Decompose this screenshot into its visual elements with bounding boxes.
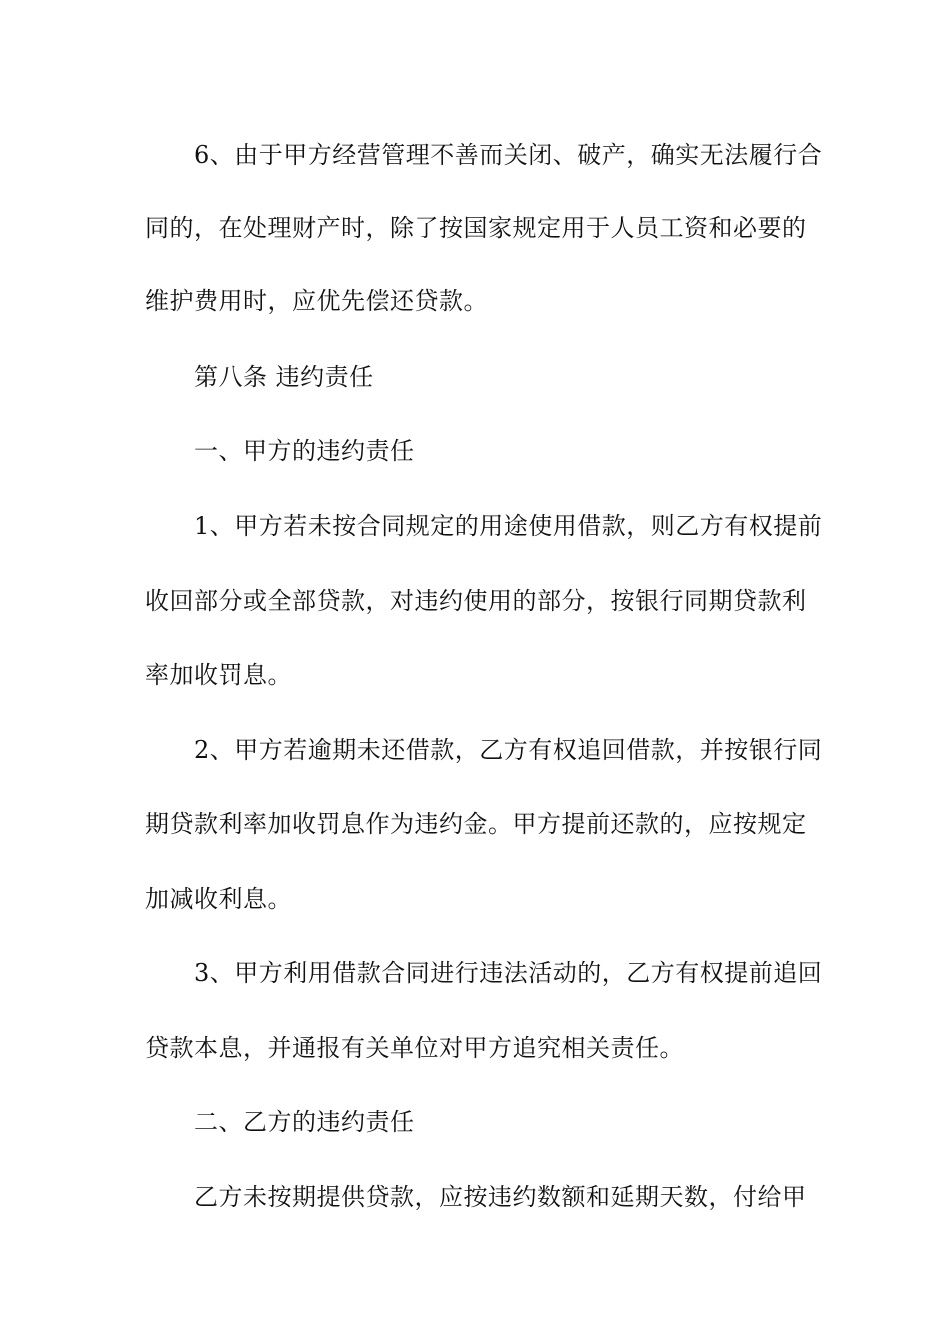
section-heading: 第八条 违约责任	[194, 363, 374, 391]
text-line: 3、甲方利用借款合同进行违法活动的，乙方有权提前追回	[194, 959, 823, 987]
text-line: 率加收罚息。	[145, 661, 292, 689]
text-line: 6、由于甲方经营管理不善而关闭、破产，确实无法履行合	[194, 141, 823, 169]
text-line: 加减收利息。	[145, 885, 292, 913]
text-line: 维护费用时，应优先偿还贷款。	[145, 287, 488, 315]
text-line: 乙方未按期提供贷款，应按违约数额和延期天数，付给甲	[194, 1183, 807, 1211]
subsection-heading: 二、乙方的违约责任	[194, 1108, 415, 1136]
text-line: 1、甲方若未按合同规定的用途使用借款，则乙方有权提前	[194, 512, 823, 540]
subsection-heading: 一、甲方的违约责任	[194, 437, 415, 465]
text-line: 收回部分或全部贷款，对违约使用的部分，按银行同期贷款利	[145, 587, 807, 615]
text-line: 2、甲方若逾期未还借款，乙方有权追回借款，并按银行同	[194, 736, 823, 764]
text-line: 贷款本息，并通报有关单位对甲方追究相关责任。	[145, 1034, 684, 1062]
text-line: 同的，在处理财产时，除了按国家规定用于人员工资和必要的	[145, 214, 807, 242]
text-line: 期贷款利率加收罚息作为违约金。甲方提前还款的，应按规定	[145, 810, 807, 838]
